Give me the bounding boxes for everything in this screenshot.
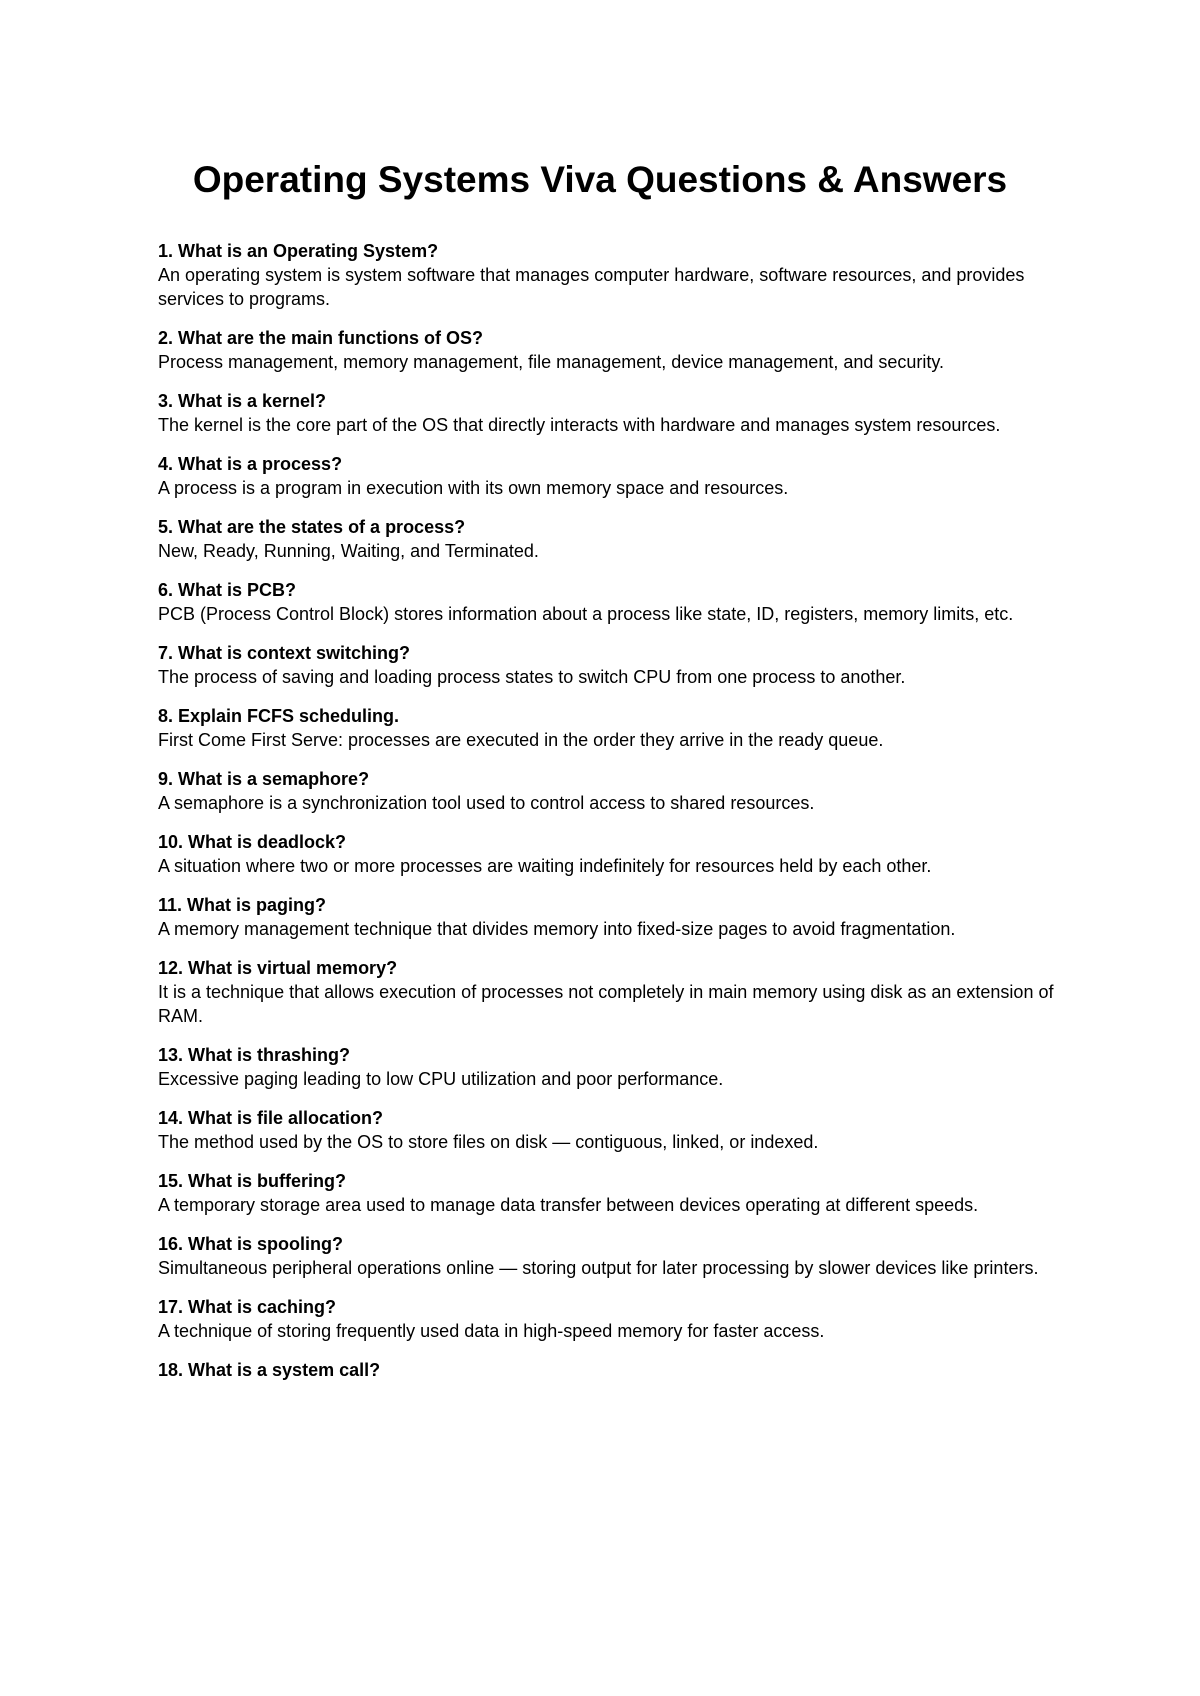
answer-2: Process management, memory management, file management, device management, and security.: [158, 352, 945, 372]
qa-item-2: [158, 327, 1058, 374]
qa-item-3: [158, 390, 1058, 437]
question-1: 1. What is an Operating System?: [158, 241, 439, 261]
qa-item-14: [158, 1107, 1058, 1154]
question-7: 7. What is context switching?: [158, 643, 411, 663]
question-16: 16. What is spooling?: [158, 1234, 344, 1254]
answer-3: The kernel is the core part of the OS that directly interacts with hardware and manages system resources.: [158, 415, 1001, 435]
question-12: 12. What is virtual memory?: [158, 958, 398, 978]
answer-11: A memory management technique that divides memory into fixed-size pages to avoid fragmentation.: [158, 919, 956, 939]
page-title: Operating Systems Viva Questions & Answers: [192, 159, 1008, 200]
answer-8: First Come First Serve: processes are executed in the order they arrive in the ready queue.: [158, 730, 884, 750]
qa-item-15: [158, 1170, 1058, 1217]
question-17: 17. What is caching?: [158, 1297, 337, 1317]
qa-item-13: [158, 1044, 1058, 1091]
question-14: 14. What is file allocation?: [158, 1108, 384, 1128]
qa-item-9: [158, 768, 1058, 815]
qa-item-6: [158, 579, 1058, 626]
question-15: 15. What is buffering?: [158, 1171, 347, 1191]
qa-item-1: [158, 240, 1058, 311]
qa-item-4: [158, 453, 1058, 500]
answer-13: Excessive paging leading to low CPU utilization and poor performance.: [158, 1069, 724, 1089]
question-10: 10. What is deadlock?: [158, 832, 347, 852]
question-2: 2. What are the main functions of OS?: [158, 328, 484, 348]
question-4: 4. What is a process?: [158, 454, 343, 474]
answer-16: Simultaneous peripheral operations online — storing output for later processing by slower devices like printers.: [158, 1258, 1039, 1278]
answer-17: A technique of storing frequently used data in high-speed memory for faster access.: [158, 1321, 825, 1341]
qa-item-12: [158, 957, 1058, 1028]
answer-9: A semaphore is a synchronization tool used to control access to shared resources.: [158, 793, 815, 813]
qa-item-8: [158, 705, 1058, 752]
qa-item-17: [158, 1296, 1058, 1343]
answer-5: New, Ready, Running, Waiting, and Terminated.: [158, 541, 539, 561]
answer-4: A process is a program in execution with its own memory space and resources.: [158, 478, 789, 498]
qa-item-11: [158, 894, 1058, 941]
answer-14: The method used by the OS to store files on disk — contiguous, linked, or indexed.: [158, 1132, 819, 1152]
question-8: 8. Explain FCFS scheduling.: [158, 706, 400, 726]
answer-12: It is a technique that allows execution of processes not completely in main memory using disk as an extension of RAM.: [158, 982, 1054, 1026]
answer-6: PCB (Process Control Block) stores information about a process like state, ID, registers, memory limits, etc.: [158, 604, 1014, 624]
qa-item-10: [158, 831, 1058, 878]
qa-list: [158, 240, 1058, 1398]
qa-item-18: [158, 1359, 1058, 1382]
qa-item-16: [158, 1233, 1058, 1280]
question-5: 5. What are the states of a process?: [158, 517, 466, 537]
question-9: 9. What is a semaphore?: [158, 769, 370, 789]
question-6: 6. What is PCB?: [158, 580, 297, 600]
answer-10: A situation where two or more processes are waiting indefinitely for resources held by each other.: [158, 856, 932, 876]
answer-7: The process of saving and loading process states to switch CPU from one process to another.: [158, 667, 906, 687]
qa-item-5: [158, 516, 1058, 563]
question-13: 13. What is thrashing?: [158, 1045, 351, 1065]
answer-1: An operating system is system software that manages computer hardware, software resources, and provides services to programs.: [158, 265, 1025, 309]
answer-15: A temporary storage area used to manage data transfer between devices operating at different speeds.: [158, 1195, 979, 1215]
question-3: 3. What is a kernel?: [158, 391, 327, 411]
question-11: 11. What is paging?: [158, 895, 327, 915]
question-18: 18. What is a system call?: [158, 1360, 381, 1380]
qa-item-7: [158, 642, 1058, 689]
